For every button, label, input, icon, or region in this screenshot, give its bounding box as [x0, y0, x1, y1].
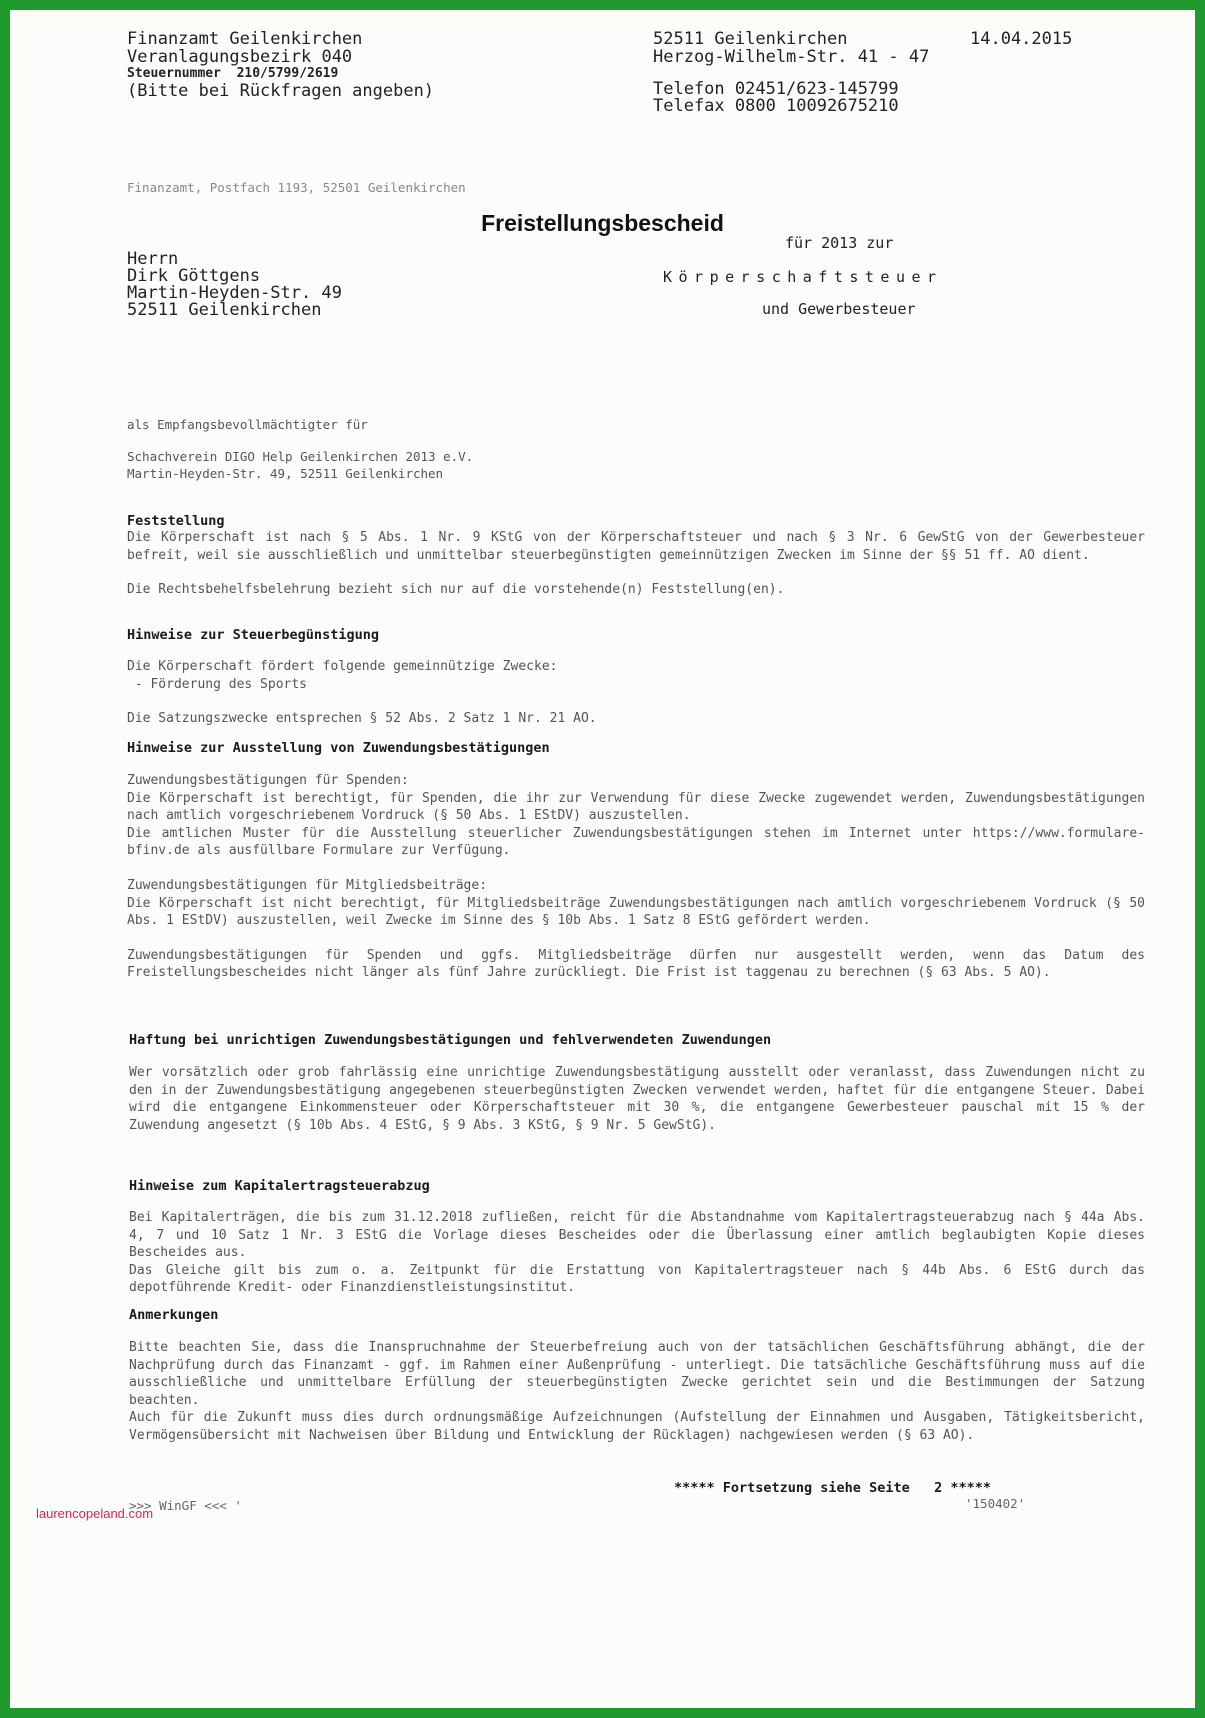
haftung-text	[129, 1064, 1145, 1134]
district: Veranlagungsbezirk 040	[127, 47, 353, 67]
office-fax: Telefax 0800 10092675210	[653, 96, 899, 116]
section-heading-zuwendung: Hinweise zur Ausstellung von Zuwendungsbestätigungen	[127, 740, 550, 756]
office-postal-city: 52511 Geilenkirchen	[653, 29, 848, 49]
haftung-paragraph: Wer vorsätzlich oder grob fahrlässig eine unrichtige Zuwendungsbestätigung ausstellt oder veranlasst, dass Zuwendungen nicht zu den in der Zuwendungsbestätigung angegebenen steuerbegünstigten Zwecken verwendet werden, haftet für die entgangene Steuer. Dabei wird die entgangene Einkommensteuer oder Körperschaftsteuer mit 30 %, die entgangene Gewerbesteuer pauschal mit 15 % der Zuwendung angesetzt (§ 10b Abs. 4 EStG, § 9 Abs. 3 KStG, § 9 Nr. 5 GewStG).	[129, 1065, 1145, 1133]
feststellung-paragraph: Die Körperschaft ist nach § 5 Abs. 1 Nr. 9 KStG von der Körperschaftsteuer und nach § 3 Nr. 6 GewStG von der Gewerbesteuer befreit, weil sie ausschließlich und unmittelbar steuerbegünstigten gemeinnützigen Zwecken im Sinne der §§ 51 ff. AO dient.	[127, 530, 1145, 563]
muster-paragraph: Die amtlichen Muster für die Ausstellung steuerlicher Zuwendungsbestätigungen stehen im Internet unter https://www.formulare-bfinv.de als ausfüllbare Formulare zur Verfügung.	[127, 825, 1145, 859]
office-phone: Telefon 02451/623-145799	[653, 79, 899, 99]
section-heading-feststellung: Feststellung	[127, 513, 225, 529]
return-address: Finanzamt, Postfach 1193, 52501 Geilenkirchen	[127, 180, 466, 195]
kapitalertrag-text	[129, 1209, 1145, 1297]
document-page	[10, 10, 1195, 1708]
section-heading-haftung: Haftung bei unrichtigen Zuwendungsbestätigungen und fehlverwendeten Zuwendungen	[129, 1032, 772, 1048]
steuerbeguenstigung-text	[127, 658, 1145, 728]
kapitalertrag-paragraph-1: Bei Kapitalerträgen, die bis zum 31.12.2018 zufließen, reicht für die Abstandnahme vom Kapitalertragsteuerabzug nach § 44a Abs. 4, 7 und 10 Satz 1 Nr. 3 EStG die Vorlage dieses Bescheides oder die Überlassung einer amtlich beglaubigten Kopie dieses Bescheides aus.	[129, 1210, 1145, 1261]
authorized-intro: als Empfangsbevollmächtigter für	[127, 417, 368, 432]
recipient-name: Dirk Göttgens	[127, 266, 261, 286]
inquiry-note: (Bitte bei Rückfragen angeben)	[127, 81, 435, 101]
zuwendung-text	[127, 772, 1145, 982]
anmerkungen-text	[129, 1339, 1145, 1445]
recipient-city: 52511 Geilenkirchen	[127, 300, 322, 320]
frist-paragraph: Zuwendungsbestätigungen für Spenden und ggfs. Mitgliedsbeiträge dürfen nur ausgestellt werden, wenn das Datum des Freistellungsbescheides nicht länger als fünf Jahre zurückliegt. Die Frist ist taggenau zu berechnen (§ 63 Abs. 5 AO).	[127, 947, 1145, 981]
document-code: '150402'	[965, 1496, 1026, 1511]
organization-address: Martin-Heyden-Str. 49, 52511 Geilenkirchen	[127, 466, 444, 481]
subject-year: für 2013 zur	[785, 234, 894, 252]
section-heading-anmerkungen: Anmerkungen	[129, 1307, 219, 1323]
spenden-paragraph: Die Körperschaft ist berechtigt, für Spenden, die ihr zur Verwendung für diese Zwecke zugewendet werden, Zuwendungsbestätigungen nach amtlich vorgeschriebenem Vordruck (§ 50 Abs. 1 EStDV) auszustellen.	[127, 790, 1145, 824]
tax-number: 210/5799/2619	[236, 66, 339, 81]
recipient-salutation: Herrn	[127, 249, 179, 269]
anmerkungen-paragraph-2: Auch für die Zukunft muss dies durch ordnungsmäßige Aufzeichnungen (Aufstellung der Einnahmen und Ausgaben, Tätigkeitsbericht, Vermögensübersicht mit Nachweisen über Bildung und Entwicklung der Rücklagen) nachgewiesen werden (§ 63 AO).	[129, 1410, 1145, 1443]
spenden-label: Zuwendungsbestätigungen für Spenden:	[127, 773, 409, 788]
document-date: 14.04.2015	[970, 29, 1073, 49]
organization-name: Schachverein DIGO Help Geilenkirchen 2013 e.V.	[127, 449, 474, 464]
mitglied-paragraph: Die Körperschaft ist nicht berechtigt, für Mitgliedsbeiträge Zuwendungsbestätigungen nach amtlich vorgeschriebenem Vordruck (§ 50 Abs. 1 EStDV) auszustellen, weil Zwecke im Sinne des § 10b Abs. 1 Satz 8 EStG gefördert werden.	[127, 895, 1145, 929]
tax-number-label: Steuernummer	[127, 66, 221, 81]
office-name: Finanzamt Geilenkirchen	[127, 29, 363, 49]
mitglied-label: Zuwendungsbestätigungen für Mitgliedsbeiträge:	[127, 877, 488, 893]
subject-trade-tax: und Gewerbesteuer	[762, 300, 916, 318]
document-title: Freistellungsbescheid	[481, 210, 724, 236]
section-heading-steuerbeguenstigung: Hinweise zur Steuerbegünstigung	[127, 627, 379, 643]
rechtsbehelf-paragraph: Die Rechtsbehelfsbelehrung bezieht sich nur auf die vorstehende(n) Feststellung(en).	[127, 582, 785, 598]
office-street: Herzog-Wilhelm-Str. 41 - 47	[653, 47, 930, 67]
satzungszwecke-paragraph: Die Satzungszwecke entsprechen § 52 Abs. 2 Satz 1 Nr. 21 AO.	[127, 711, 597, 727]
continuation-note: ***** Fortsetzung siehe Seite 2 *****	[674, 1480, 991, 1496]
tax-number-row	[127, 66, 338, 82]
subject-tax-type: Körperschaftsteuer	[663, 268, 943, 286]
watermark: laurencopeland.com	[36, 1506, 154, 1521]
feststellung-text	[127, 529, 1145, 599]
recipient-street: Martin-Heyden-Str. 49	[127, 283, 342, 303]
anmerkungen-paragraph-1: Bitte beachten Sie, dass die Inanspruchnahme der Steuerbefreiung auch von der tatsächlichen Geschäftsführung abhängt, die der Nachprüfung durch das Finanzamt - ggf. im Rahmen einer Außenprüfung - unterliegt. Die tatsächliche Geschäftsführung muss auf die ausschließliche und unmittelbare Erfüllung der steuerbegünstigten Zwecke gerichtet sein und die Bestimmungen der Satzung beachten.	[129, 1340, 1145, 1408]
software-mark: >>> WinGF <<< '	[129, 1498, 242, 1513]
zwecke-paragraph: Die Körperschaft fördert folgende gemeinnützige Zwecke:	[127, 659, 558, 674]
kapitalertrag-paragraph-2: Das Gleiche gilt bis zum o. a. Zeitpunkt für die Erstattung von Kapitalertragsteuer nach § 44b Abs. 6 EStG durch das depotführende Kredit- oder Finanzdienstleistungsinstitut.	[129, 1262, 1145, 1296]
zwecke-item: - Förderung des Sports	[127, 676, 308, 692]
section-heading-kapitalertrag: Hinweise zum Kapitalertragsteuerabzug	[129, 1178, 430, 1194]
